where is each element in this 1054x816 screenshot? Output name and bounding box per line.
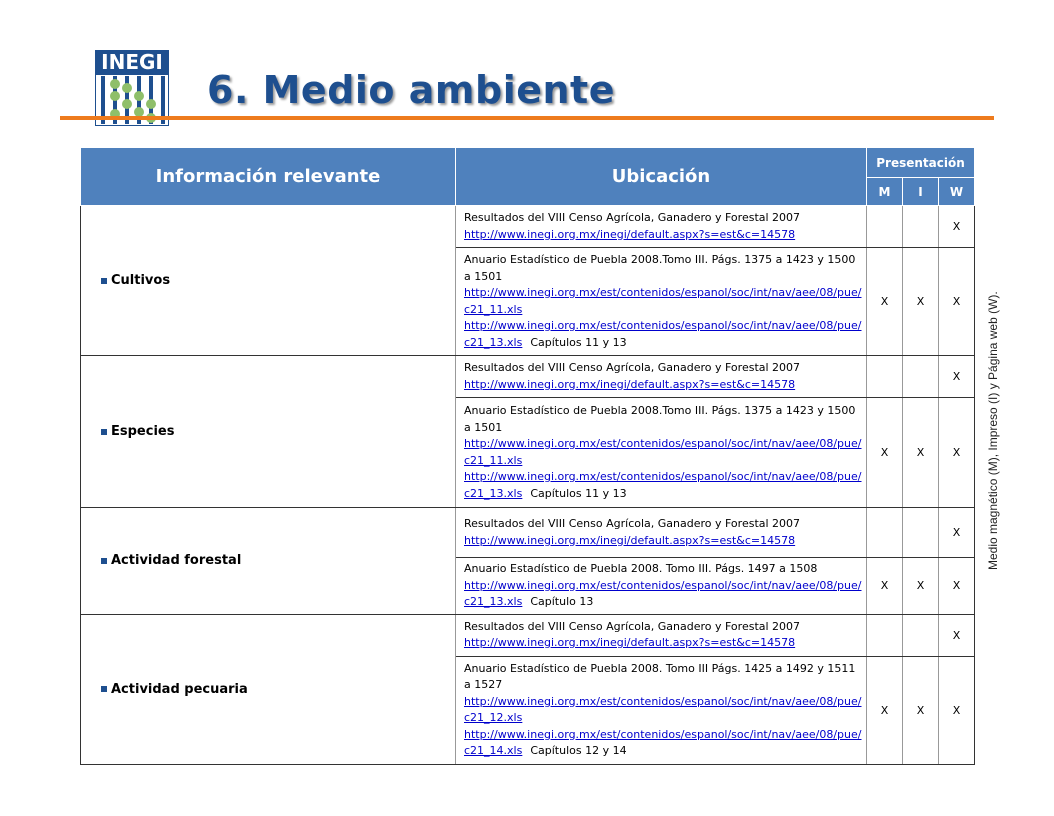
source-cell (456, 656, 867, 764)
source-link-line (464, 436, 862, 469)
source-title: Resultados del VIII Censo Agrícola, Ganadero y Forestal 2007 (464, 361, 801, 374)
source-link-line (464, 694, 862, 727)
source-title: Anuario Estadístico de Puebla 2008. Tomo III. Págs. 1497 a 1508 (464, 562, 818, 575)
category-label: Actividad forestal (111, 553, 242, 569)
source-link-line (464, 635, 862, 652)
mark-i (903, 614, 939, 656)
mark-i: X (903, 398, 939, 508)
source-suffix: Capítulo 13 (530, 595, 594, 608)
logo-text: INEGI (95, 50, 169, 74)
mark-i: X (903, 248, 939, 356)
col-header-w: W (939, 178, 975, 206)
source-link[interactable]: http://www.inegi.org.mx/inegi/default.aspx?s=est&c=14578 (464, 533, 796, 547)
source-cell (456, 356, 867, 398)
source-link-line (464, 727, 862, 760)
source-link[interactable]: http://www.inegi.org.mx/est/contenidos/espanol/soc/int/nav/aee/08/pue/c21_11.xls (464, 437, 862, 467)
mark-m (867, 206, 903, 248)
presentation-legend: Medio magnético (M), Impreso (I) y Página web (W). (986, 291, 1000, 570)
source-link[interactable]: http://www.inegi.org.mx/inegi/default.aspx?s=est&c=14578 (464, 377, 796, 391)
col-header-location: Ubicación (456, 148, 867, 206)
col-header-i: I (903, 178, 939, 206)
source-link[interactable]: http://www.inegi.org.mx/est/contenidos/espanol/soc/int/nav/aee/08/pue/c21_12.xls (464, 694, 862, 724)
source-link-line (464, 377, 862, 394)
category-cell (81, 614, 456, 764)
mark-w: X (939, 398, 975, 508)
category-cell (81, 356, 456, 508)
mark-w: X (939, 508, 975, 558)
mark-w: X (939, 656, 975, 764)
mark-i (903, 508, 939, 558)
mark-m: X (867, 398, 903, 508)
source-title: Resultados del VIII Censo Agrícola, Ganadero y Forestal 2007 (464, 211, 801, 224)
bullet-icon (101, 558, 107, 564)
table-row (81, 508, 975, 558)
bullet-icon (101, 429, 107, 435)
table-row (81, 614, 975, 656)
source-cell (456, 614, 867, 656)
mark-w: X (939, 356, 975, 398)
source-link[interactable]: http://www.inegi.org.mx/est/contenidos/espanol/soc/int/nav/aee/08/pue/c21_13.xls (464, 578, 862, 608)
source-link[interactable]: http://www.inegi.org.mx/est/contenidos/espanol/soc/int/nav/aee/08/pue/c21_14.xls (464, 727, 862, 757)
source-cell (456, 248, 867, 356)
mark-m: X (867, 248, 903, 356)
col-header-info: Información relevante (81, 148, 456, 206)
mark-w: X (939, 558, 975, 615)
source-cell (456, 508, 867, 558)
mark-m (867, 508, 903, 558)
source-link-line (464, 318, 862, 351)
title-divider (60, 116, 994, 120)
source-cell (456, 558, 867, 615)
source-link-line (464, 227, 862, 244)
info-table (80, 147, 975, 765)
mark-m (867, 614, 903, 656)
source-link[interactable]: http://www.inegi.org.mx/est/contenidos/espanol/soc/int/nav/aee/08/pue/c21_11.xls (464, 286, 862, 316)
table-row (81, 356, 975, 398)
source-cell (456, 206, 867, 248)
mark-m (867, 356, 903, 398)
source-link[interactable]: http://www.inegi.org.mx/est/contenidos/espanol/soc/int/nav/aee/08/pue/c21_13.xls (464, 470, 862, 500)
source-title: Resultados del VIII Censo Agrícola, Ganadero y Forestal 2007 (464, 619, 801, 633)
page-title: 6. Medio ambiente (207, 68, 615, 112)
mark-w: X (939, 614, 975, 656)
source-suffix: Capítulos 11 y 13 (530, 335, 627, 349)
category-cell (81, 508, 456, 615)
source-title: Anuario Estadístico de Puebla 2008.Tomo III. Págs. 1375 a 1423 y 1500 a 1501 (464, 253, 856, 283)
source-title: Anuario Estadístico de Puebla 2008. Tomo III Págs. 1425 a 1492 y 1511 a 1527 (464, 661, 856, 691)
mark-m: X (867, 558, 903, 615)
mark-i: X (903, 558, 939, 615)
mark-i: X (903, 656, 939, 764)
category-label: Actividad pecuaria (111, 681, 248, 697)
source-link-line (464, 285, 862, 318)
mark-w: X (939, 248, 975, 356)
category-label: Especies (111, 424, 175, 439)
source-title: Resultados del VIII Censo Agrícola, Ganadero y Forestal 2007 (464, 517, 801, 530)
mark-w: X (939, 206, 975, 248)
source-link-line (464, 578, 862, 611)
category-label: Cultivos (111, 273, 171, 288)
source-title: Anuario Estadístico de Puebla 2008.Tomo III. Págs. 1375 a 1423 y 1500 a 1501 (464, 404, 856, 434)
source-cell (456, 398, 867, 508)
mark-i (903, 356, 939, 398)
bullet-icon (101, 686, 107, 692)
mark-i (903, 206, 939, 248)
bullet-icon (101, 278, 107, 284)
source-link[interactable]: http://www.inegi.org.mx/inegi/default.aspx?s=est&c=14578 (464, 636, 796, 649)
col-header-presentation: Presentación (867, 148, 975, 178)
mark-m: X (867, 656, 903, 764)
source-suffix: Capítulos 11 y 13 (530, 486, 627, 500)
source-link[interactable]: http://www.inegi.org.mx/inegi/default.aspx?s=est&c=14578 (464, 227, 796, 241)
table-row (81, 206, 975, 248)
source-link[interactable]: http://www.inegi.org.mx/est/contenidos/espanol/soc/int/nav/aee/08/pue/c21_13.xls (464, 319, 862, 349)
inegi-logo (95, 50, 169, 126)
col-header-m: M (867, 178, 903, 206)
source-link-line (464, 533, 862, 550)
source-suffix: Capítulos 12 y 14 (530, 744, 627, 757)
source-link-line (464, 469, 862, 502)
category-cell (81, 206, 456, 356)
